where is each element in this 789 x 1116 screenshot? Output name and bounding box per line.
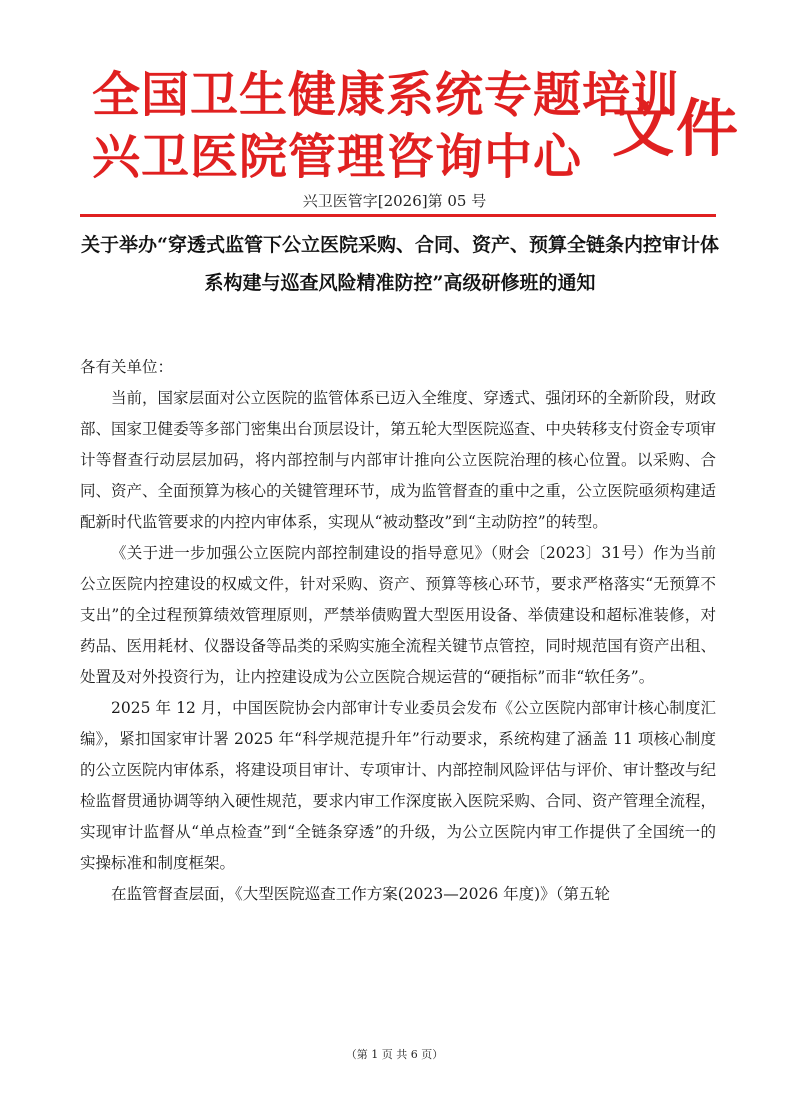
- document-label: 文件: [612, 92, 741, 165]
- page-number: （第 1 页 共 6 页）: [345, 1048, 444, 1061]
- body-paragraph-1: 当前，国家层面对公立医院的监管体系已迈入全维度、穿透式、强闭环的全新阶段，财政部、国家卫健委等多部门密集出台顶层设计，第五轮大型医院巡查、中央转移支付资金专项审计等督查行动层层加码，将内部控制与内部审计推向公立医院治理的核心位置。以采购、合同、资产、全面预算为核心的关键管理环节，成为监管督查的重中之重，公立医院亟须构建适配新时代监管要求的内控内审体系，实现从“被动整改”到“主动防控”的转型。: [80, 389, 716, 531]
- document-number: 兴卫医管字[2026]第 05 号: [302, 192, 487, 210]
- body-paragraph-4: 在监管督查层面，《大型医院巡查工作方案(2023—2026 年度)》（第五轮: [111, 885, 610, 903]
- notice-title: 关于举办“穿透式监管下公立医院采购、合同、资产、预算全链条内控审计体系构建与巡查风险精准防控”高级研修班的通知: [81, 234, 719, 294]
- notice-body: [80, 352, 716, 910]
- salutation: 各有关单位：: [80, 358, 174, 376]
- document-header: [0, 0, 789, 185]
- body-paragraph-3: 2025 年 12 月，中国医院协会内部审计专业委员会发布《公立医院内部审计核心制度汇编》，紧扣国家审计署 2025 年“科学规范提升年”行动要求，系统构建了涵盖 11 项核心制度的公立医院内审体系，将建设项目审计、专项审计、内部控制风险评估与评价、审计整改与纪检监督贯通协调等纳入硬性规范，要求内审工作深度嵌入医院采购、合同、资产管理全流程，实现审计监督从“单点检查”到“全链条穿透”的升级，为公立医院内审工作提供了全国统一的实操标准和制度框架。: [80, 699, 716, 872]
- body-paragraph-2: 《关于进一步加强公立医院内部控制建设的指导意见》（财会〔2023〕31号）作为当前公立医院内控建设的权威文件，针对采购、资产、预算等核心环节，要求严格落实“无预算不支出”的全过程预算绩效管理原则，严禁举债购置大型医用设备、举债建设和超标准装修，对药品、医用耗材、仪器设备等品类的采购实施全流程关键节点管控，同时规范国有资产出租、处置及对外投资行为，让内控建设成为公立医院合规运营的“硬指标”而非“软任务”。: [80, 544, 716, 686]
- issuing-org-line-2: 兴卫医院管理咨询中心: [92, 129, 583, 185]
- issuing-org-line-1: 全国卫生健康系统专题培训: [92, 67, 681, 123]
- red-divider: [80, 214, 716, 217]
